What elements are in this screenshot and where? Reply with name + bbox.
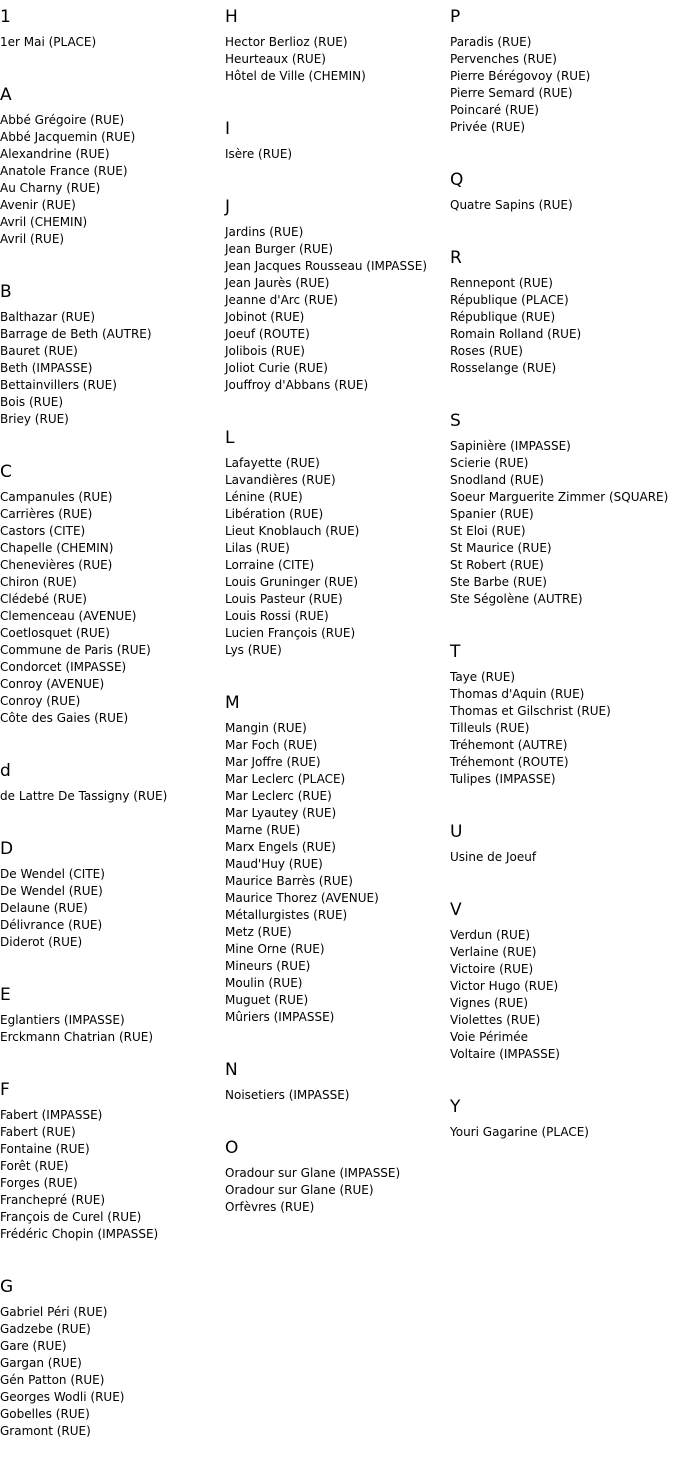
street-link[interactable]: Moulin (RUE) xyxy=(225,976,303,990)
letter-section xyxy=(450,1090,675,1168)
street-list xyxy=(225,146,450,190)
street-link[interactable]: Mar Joffre (RUE) xyxy=(225,755,321,769)
street-index-column-3 xyxy=(450,0,675,1168)
street-link[interactable]: Fontaine (RUE) xyxy=(0,1142,90,1156)
letter-section xyxy=(450,815,675,893)
street-link[interactable]: Fabert (RUE) xyxy=(0,1125,76,1139)
street-link[interactable]: Conroy (RUE) xyxy=(0,694,81,708)
section-letter-heading: D xyxy=(0,839,14,859)
section-letter-heading: A xyxy=(0,85,12,105)
street-link[interactable]: Ste Barbe (RUE) xyxy=(450,575,547,589)
street-link[interactable]: Usine de Joeuf xyxy=(450,850,537,864)
street-link[interactable]: 1er Mai (PLACE) xyxy=(0,35,97,49)
street-link[interactable]: De Wendel (RUE) xyxy=(0,884,103,898)
street-link[interactable]: Jeanne d'Arc (RUE) xyxy=(225,293,338,307)
street-link[interactable]: Frédéric Chopin (IMPASSE) xyxy=(0,1227,159,1241)
street-link[interactable]: Lorraine (CITE) xyxy=(225,558,315,572)
section-letter-heading: I xyxy=(225,119,231,139)
street-link[interactable]: Sapinière (IMPASSE) xyxy=(450,439,571,453)
street-link[interactable]: Métallurgistes (RUE) xyxy=(225,908,348,922)
street-link[interactable]: Castors (CITE) xyxy=(0,524,86,538)
street-link[interactable]: Délivrance (RUE) xyxy=(0,918,103,932)
street-link[interactable]: Spanier (RUE) xyxy=(450,507,534,521)
street-link[interactable]: Tréhemont (AUTRE) xyxy=(450,738,568,752)
street-link[interactable]: Libération (RUE) xyxy=(225,507,324,521)
street-link[interactable]: Delaune (RUE) xyxy=(0,901,88,915)
street-link[interactable]: Chenevières (RUE) xyxy=(0,558,113,572)
letter-section xyxy=(450,893,675,1090)
street-link[interactable]: Jobinot (RUE) xyxy=(225,310,305,324)
street-link[interactable]: Tréhemont (ROUTE) xyxy=(450,755,569,769)
street-link[interactable]: Mar Leclerc (PLACE) xyxy=(225,772,346,786)
letter-section xyxy=(0,978,225,1073)
letter-section xyxy=(225,0,450,112)
street-link[interactable]: Balthazar (RUE) xyxy=(0,310,96,324)
street-link[interactable]: Carrières (RUE) xyxy=(0,507,93,521)
street-link[interactable]: Gobelles (RUE) xyxy=(0,1407,90,1421)
street-link[interactable]: Gargan (RUE) xyxy=(0,1356,82,1370)
street-list xyxy=(450,849,675,893)
street-link[interactable]: Mar Leclerc (RUE) xyxy=(225,789,332,803)
street-link[interactable]: Gén Patton (RUE) xyxy=(0,1373,105,1387)
street-link[interactable]: Clédebé (RUE) xyxy=(0,592,87,606)
street-list xyxy=(225,34,450,112)
letter-section xyxy=(0,78,225,275)
street-list xyxy=(225,1087,450,1131)
section-letter-heading: P xyxy=(450,7,461,27)
street-list xyxy=(450,34,675,163)
street-link[interactable]: Tulipes (IMPASSE) xyxy=(450,772,556,786)
street-link[interactable]: Jean Burger (RUE) xyxy=(225,242,334,256)
letter-section xyxy=(450,404,675,635)
street-link[interactable]: Metz (RUE) xyxy=(225,925,292,939)
street-link[interactable]: Vignes (RUE) xyxy=(450,996,529,1010)
street-link[interactable]: Oradour sur Glane (IMPASSE) xyxy=(225,1166,401,1180)
street-link[interactable]: Voltaire (IMPASSE) xyxy=(450,1047,560,1061)
street-link[interactable]: Joliot Curie (RUE) xyxy=(225,361,328,375)
street-list xyxy=(0,34,225,78)
section-letter-heading: H xyxy=(225,7,238,27)
street-link[interactable]: Lénine (RUE) xyxy=(225,490,303,504)
street-link[interactable]: Lavandières (RUE) xyxy=(225,473,336,487)
street-link[interactable]: Lys (RUE) xyxy=(225,643,282,657)
street-link[interactable]: Roses (RUE) xyxy=(450,344,523,358)
street-link[interactable]: Gadzebe (RUE) xyxy=(0,1322,91,1336)
street-link[interactable]: Maurice Barrès (RUE) xyxy=(225,874,353,888)
street-link[interactable]: Voie Périmée xyxy=(450,1030,529,1044)
street-link[interactable]: Quatre Sapins (RUE) xyxy=(450,198,573,212)
street-link[interactable]: Avril (CHEMIN) xyxy=(0,215,88,229)
street-link[interactable]: Barrage de Beth (AUTRE) xyxy=(0,327,152,341)
street-link[interactable]: Coetlosquet (RUE) xyxy=(0,626,110,640)
street-link[interactable]: Pierre Semard (RUE) xyxy=(450,86,573,100)
street-list xyxy=(0,112,225,275)
street-link[interactable]: République (PLACE) xyxy=(450,293,569,307)
letter-section xyxy=(225,1053,450,1131)
street-link[interactable]: Mûriers (IMPASSE) xyxy=(225,1010,335,1024)
street-link[interactable]: Briey (RUE) xyxy=(0,412,69,426)
street-link[interactable]: Abbé Jacquemin (RUE) xyxy=(0,130,136,144)
street-link[interactable]: Hôtel de Ville (CHEMIN) xyxy=(225,69,366,83)
street-link[interactable]: Lafayette (RUE) xyxy=(225,456,320,470)
street-link[interactable]: Louis Pasteur (RUE) xyxy=(225,592,343,606)
street-link[interactable]: Jean Jaurès (RUE) xyxy=(225,276,330,290)
letter-section xyxy=(450,0,675,163)
section-letter-heading: N xyxy=(225,1060,238,1080)
letter-section xyxy=(0,1073,225,1270)
street-link[interactable]: Lieut Knoblauch (RUE) xyxy=(225,524,360,538)
section-letter-heading: G xyxy=(0,1277,14,1297)
letter-section xyxy=(0,832,225,978)
letter-section xyxy=(225,190,450,421)
street-link[interactable]: St Maurice (RUE) xyxy=(450,541,552,555)
street-link[interactable]: Bettainvillers (RUE) xyxy=(0,378,117,392)
street-link[interactable]: Beth (IMPASSE) xyxy=(0,361,93,375)
street-link[interactable]: Mar Lyautey (RUE) xyxy=(225,806,337,820)
street-link[interactable]: République (RUE) xyxy=(450,310,556,324)
street-link[interactable]: Victor Hugo (RUE) xyxy=(450,979,559,993)
street-link[interactable]: Rosselange (RUE) xyxy=(450,361,557,375)
street-link[interactable]: Pervenches (RUE) xyxy=(450,52,557,66)
section-letter-heading: R xyxy=(450,248,462,268)
street-link[interactable]: Soeur Marguerite Zimmer (SQUARE) xyxy=(450,490,669,504)
street-link[interactable]: Privée (RUE) xyxy=(450,120,526,134)
street-link[interactable]: Verlaine (RUE) xyxy=(450,945,537,959)
street-link[interactable]: Maud'Huy (RUE) xyxy=(225,857,323,871)
street-link[interactable]: Scierie (RUE) xyxy=(450,456,529,470)
section-letter-heading: V xyxy=(450,900,462,920)
street-link[interactable]: Snodland (RUE) xyxy=(450,473,544,487)
street-link[interactable]: Eglantiers (IMPASSE) xyxy=(0,1013,125,1027)
street-link[interactable]: Mineurs (RUE) xyxy=(225,959,311,973)
street-list xyxy=(450,197,675,241)
street-link[interactable]: Au Charny (RUE) xyxy=(0,181,101,195)
section-letter-heading: S xyxy=(450,411,461,431)
street-link[interactable]: Hector Berlioz (RUE) xyxy=(225,35,348,49)
section-letter-heading: C xyxy=(0,462,12,482)
section-letter-heading: M xyxy=(225,693,240,713)
street-index-column-1 xyxy=(0,0,225,1467)
street-link[interactable]: Conroy (AVENUE) xyxy=(0,677,105,691)
street-link[interactable]: Jouffroy d'Abbans (RUE) xyxy=(225,378,369,392)
street-link[interactable]: Diderot (RUE) xyxy=(0,935,83,949)
section-letter-heading: T xyxy=(450,642,461,662)
street-list xyxy=(450,275,675,404)
street-link[interactable]: Mangin (RUE) xyxy=(225,721,307,735)
letter-section xyxy=(225,1131,450,1243)
street-link[interactable]: Gare (RUE) xyxy=(0,1339,67,1353)
street-list xyxy=(0,1304,225,1467)
street-link[interactable]: Campanules (RUE) xyxy=(0,490,113,504)
street-link[interactable]: Violettes (RUE) xyxy=(450,1013,541,1027)
street-link[interactable]: Oradour sur Glane (RUE) xyxy=(225,1183,374,1197)
street-link[interactable]: Heurteaux (RUE) xyxy=(225,52,326,66)
section-letter-heading: J xyxy=(225,197,231,217)
letter-section xyxy=(0,754,225,832)
street-list xyxy=(450,669,675,815)
street-link[interactable]: Alexandrine (RUE) xyxy=(0,147,110,161)
street-link[interactable]: Avril (RUE) xyxy=(0,232,65,246)
street-link[interactable]: Ste Ségolène (AUTRE) xyxy=(450,592,583,606)
street-link[interactable]: Erckmann Chatrian (RUE) xyxy=(0,1030,154,1044)
street-list xyxy=(225,224,450,421)
street-link[interactable]: Avenir (RUE) xyxy=(0,198,76,212)
street-link[interactable]: Bauret (RUE) xyxy=(0,344,78,358)
letter-section xyxy=(225,686,450,1053)
street-link[interactable]: St Eloi (RUE) xyxy=(450,524,526,538)
street-link[interactable]: Tilleuls (RUE) xyxy=(450,721,530,735)
section-letter-heading: F xyxy=(0,1080,10,1100)
street-link[interactable]: Romain Rolland (RUE) xyxy=(450,327,582,341)
street-list xyxy=(450,438,675,635)
street-link[interactable]: Muguet (RUE) xyxy=(225,993,309,1007)
street-link[interactable]: Côte des Gaies (RUE) xyxy=(0,711,129,725)
letter-section xyxy=(0,455,225,754)
section-letter-heading: Y xyxy=(450,1097,461,1117)
street-link[interactable]: Noisetiers (IMPASSE) xyxy=(225,1088,350,1102)
street-list xyxy=(0,1012,225,1073)
street-link[interactable]: Maurice Thorez (AVENUE) xyxy=(225,891,379,905)
street-link[interactable]: Paradis (RUE) xyxy=(450,35,532,49)
letter-section xyxy=(0,0,225,78)
street-list xyxy=(450,927,675,1090)
street-link[interactable]: Condorcet (IMPASSE) xyxy=(0,660,127,674)
street-link[interactable]: Georges Wodli (RUE) xyxy=(0,1390,125,1404)
street-link[interactable]: Marne (RUE) xyxy=(225,823,301,837)
street-link[interactable]: Jean Jacques Rousseau (IMPASSE) xyxy=(225,259,428,273)
street-link[interactable]: Joeuf (ROUTE) xyxy=(225,327,310,341)
street-link[interactable]: Jolibois (RUE) xyxy=(225,344,305,358)
street-index-column-2 xyxy=(225,0,450,1243)
street-link[interactable]: Mar Foch (RUE) xyxy=(225,738,318,752)
street-link[interactable]: Rennepont (RUE) xyxy=(450,276,553,290)
street-list xyxy=(225,455,450,686)
street-list xyxy=(0,1107,225,1270)
letter-section xyxy=(225,421,450,686)
letter-section xyxy=(0,275,225,455)
street-link[interactable]: Abbé Grégoire (RUE) xyxy=(0,113,125,127)
street-link[interactable]: Verdun (RUE) xyxy=(450,928,531,942)
street-link[interactable]: Orfèvres (RUE) xyxy=(225,1200,315,1214)
street-link[interactable]: Victoire (RUE) xyxy=(450,962,534,976)
street-link[interactable]: Youri Gagarine (PLACE) xyxy=(450,1125,589,1139)
street-link[interactable]: Chiron (RUE) xyxy=(0,575,77,589)
street-list xyxy=(0,866,225,978)
street-link[interactable]: François de Curel (RUE) xyxy=(0,1210,142,1224)
street-link[interactable]: Thomas et Gilschrist (RUE) xyxy=(450,704,611,718)
section-letter-heading: O xyxy=(225,1138,239,1158)
street-link[interactable]: Gabriel Péri (RUE) xyxy=(0,1305,108,1319)
street-link[interactable]: Thomas d'Aquin (RUE) xyxy=(450,687,585,701)
section-letter-heading: Q xyxy=(450,170,464,190)
street-list xyxy=(225,1165,450,1243)
street-link[interactable]: Anatole France (RUE) xyxy=(0,164,128,178)
street-link[interactable]: Mine Orne (RUE) xyxy=(225,942,325,956)
street-link[interactable]: Taye (RUE) xyxy=(450,670,516,684)
street-link[interactable]: Pierre Bérégovoy (RUE) xyxy=(450,69,591,83)
street-link[interactable]: Lilas (RUE) xyxy=(225,541,290,555)
street-link[interactable]: Poincaré (RUE) xyxy=(450,103,539,117)
letter-section xyxy=(450,635,675,815)
street-link[interactable]: Forêt (RUE) xyxy=(0,1159,69,1173)
street-link[interactable]: Marx Engels (RUE) xyxy=(225,840,336,854)
street-link[interactable]: Fabert (IMPASSE) xyxy=(0,1108,103,1122)
street-link[interactable]: Clemenceau (AVENUE) xyxy=(0,609,137,623)
letter-section xyxy=(0,1270,225,1467)
street-link[interactable]: Bois (RUE) xyxy=(0,395,64,409)
section-letter-heading: B xyxy=(0,282,12,302)
street-link[interactable]: Louis Gruninger (RUE) xyxy=(225,575,359,589)
section-letter-heading: 1 xyxy=(0,7,11,27)
street-link[interactable]: Isère (RUE) xyxy=(225,147,293,161)
street-list xyxy=(450,1124,675,1168)
section-letter-heading: L xyxy=(225,428,235,448)
section-letter-heading: E xyxy=(0,985,11,1005)
street-link[interactable]: Gramont (RUE) xyxy=(0,1424,91,1438)
section-letter-heading: U xyxy=(450,822,463,842)
street-list xyxy=(225,720,450,1053)
street-link[interactable]: Lucien François (RUE) xyxy=(225,626,356,640)
letter-section xyxy=(225,112,450,190)
street-link[interactable]: de Lattre De Tassigny (RUE) xyxy=(0,789,168,803)
street-list xyxy=(0,309,225,455)
street-link[interactable]: De Wendel (CITE) xyxy=(0,867,105,881)
letter-section xyxy=(450,241,675,404)
street-link[interactable]: Jardins (RUE) xyxy=(225,225,304,239)
street-list xyxy=(0,788,225,832)
street-link[interactable]: Forges (RUE) xyxy=(0,1176,78,1190)
street-link[interactable]: Louis Rossi (RUE) xyxy=(225,609,329,623)
street-link[interactable]: Chapelle (CHEMIN) xyxy=(0,541,114,555)
letter-section xyxy=(450,163,675,241)
section-letter-heading: d xyxy=(0,761,11,781)
street-link[interactable]: Franchepré (RUE) xyxy=(0,1193,106,1207)
street-link[interactable]: Commune de Paris (RUE) xyxy=(0,643,151,657)
street-link[interactable]: St Robert (RUE) xyxy=(450,558,544,572)
street-list xyxy=(0,489,225,754)
